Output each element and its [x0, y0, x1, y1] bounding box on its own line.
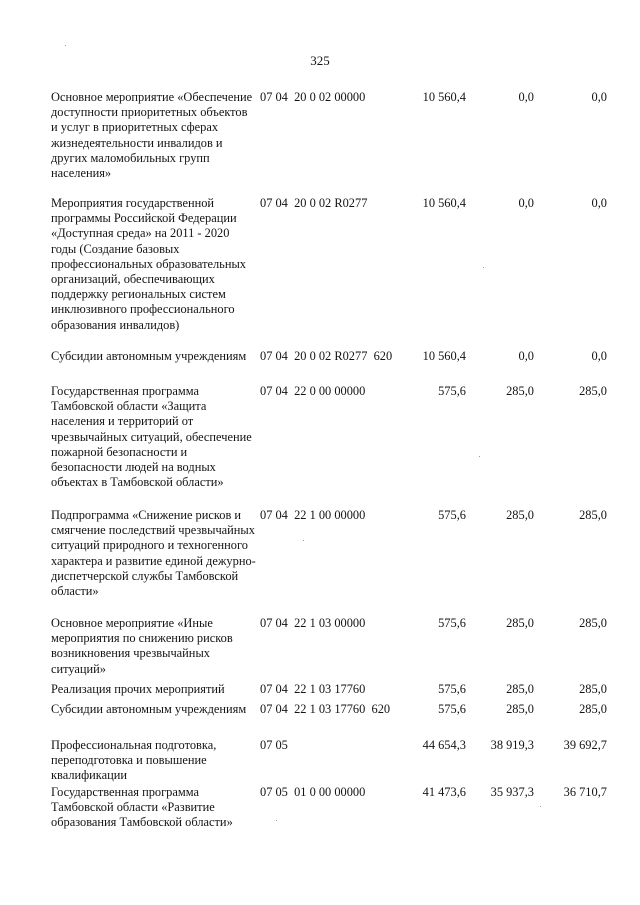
- row-value-2: 38 919,3: [490, 738, 534, 752]
- row-value-1: 10 560,4: [422, 90, 466, 104]
- row-value-2: 35 937,3: [490, 785, 534, 799]
- row-value-2: 285,0: [506, 702, 534, 716]
- row-value-3: 285,0: [579, 616, 607, 630]
- row-description: Мероприятия государственной программы Российской Федерации «Доступная среда» на 2011 - 2020 годы (Создание базовых профессиональных образовательных организаций, обеспечивающих поддержку региональных систем инклюзивного профессионального образования инвалидов): [51, 196, 246, 332]
- row-description: Субсидии автономным учреждениям: [51, 702, 247, 716]
- row-value-2: 0,0: [518, 349, 534, 363]
- row-value-1: 10 560,4: [422, 196, 466, 210]
- row-code: 07 04 20 0 02 00000: [260, 90, 366, 104]
- row-code: 07 04 20 0 02 R0277: [260, 196, 368, 210]
- row-value-1: 575,6: [438, 616, 466, 630]
- row-value-3: 0,0: [591, 196, 607, 210]
- row-value-1: 44 654,3: [422, 738, 466, 752]
- row-value-1: 575,6: [438, 682, 466, 696]
- row-value-3: 285,0: [579, 702, 607, 716]
- row-description: Основное мероприятие «Обеспечение доступности приоритетных объектов и услуг в приоритетных сферах жизнедеятельности инвалидов и других маломобильных групп населения»: [51, 90, 253, 181]
- scan-speck: [65, 45, 66, 46]
- row-code: 07 04 22 0 00 00000: [260, 384, 366, 398]
- row-value-2: 0,0: [518, 196, 534, 210]
- row-description: Государственная программа Тамбовской области «Защита населения и территорий от чрезвычайных ситуаций, обеспечение пожарной безопасности и безопасности людей на водных объектах в Тамбовской области»: [51, 384, 252, 490]
- row-description: Государственная программа Тамбовской области «Развитие образования Тамбовской области»: [51, 785, 233, 830]
- scan-speck: [276, 820, 277, 821]
- row-description: Субсидии автономным учреждениям: [51, 349, 247, 363]
- row-value-3: 36 710,7: [563, 785, 607, 799]
- row-value-1: 575,6: [438, 702, 466, 716]
- row-value-3: 39 692,7: [563, 738, 607, 752]
- row-value-2: 285,0: [506, 682, 534, 696]
- row-code: 07 04 20 0 02 R0277 620: [260, 349, 393, 363]
- row-value-2: 285,0: [506, 508, 534, 522]
- row-value-3: 285,0: [579, 682, 607, 696]
- row-description: Основное мероприятие «Иные мероприятия по снижению рисков возникновения чрезвычайных ситуаций»: [51, 616, 233, 676]
- scan-speck: [479, 456, 480, 457]
- row-description: Реализация прочих мероприятий: [51, 682, 225, 696]
- row-code: 07 05 01 0 00 00000: [260, 785, 366, 799]
- row-value-2: 285,0: [506, 616, 534, 630]
- row-value-1: 41 473,6: [422, 785, 466, 799]
- row-value-1: 575,6: [438, 508, 466, 522]
- row-value-1: 575,6: [438, 384, 466, 398]
- scan-speck: [540, 806, 541, 807]
- row-value-3: 0,0: [591, 349, 607, 363]
- row-value-3: 285,0: [579, 384, 607, 398]
- row-value-2: 285,0: [506, 384, 534, 398]
- row-code: 07 04 22 1 00 00000: [260, 508, 366, 522]
- row-code: 07 04 22 1 03 17760: [260, 682, 366, 696]
- row-value-3: 285,0: [579, 508, 607, 522]
- row-code: 07 05: [260, 738, 288, 752]
- row-description: Подпрограмма «Снижение рисков и смягчение последствий чрезвычайных ситуаций природного и техногенного характера и развитие единой дежурно-диспетчерской службы Тамбовской области»: [51, 508, 256, 599]
- row-code: 07 04 22 1 03 00000: [260, 616, 366, 630]
- page-number: 325: [310, 53, 330, 68]
- row-value-1: 10 560,4: [422, 349, 466, 363]
- row-value-3: 0,0: [591, 90, 607, 104]
- scan-speck: [483, 267, 484, 268]
- row-value-2: 0,0: [518, 90, 534, 104]
- row-description: Профессиональная подготовка, переподготовка и повышение квалификации: [51, 738, 217, 783]
- row-code: 07 04 22 1 03 17760 620: [260, 702, 391, 716]
- scan-speck: [303, 540, 304, 541]
